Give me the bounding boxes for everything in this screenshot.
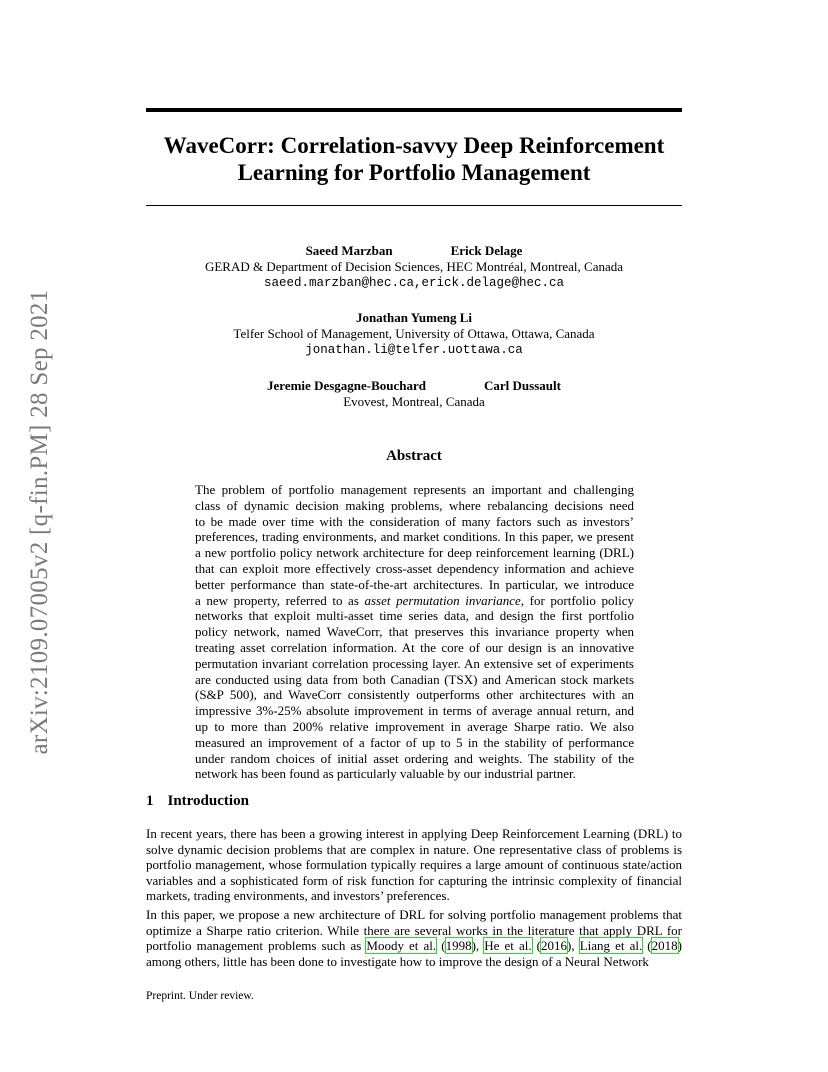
arxiv-identifier-stamp: arXiv:2109.07005v2 [q-fin.PM] 28 Sep 2021 bbox=[26, 289, 53, 755]
paragraph-line: optimize a Sharpe ratio criterion. While there are several works in the literature that apply DRL for bbox=[146, 922, 682, 938]
citation-year-link-he[interactable]: 2016 bbox=[541, 938, 568, 954]
author-name: Saeed Marzban bbox=[305, 243, 393, 258]
abstract-line: measured an improvement of a factor of up to 5 in the stability of performance bbox=[195, 734, 634, 750]
author-group-1 bbox=[146, 243, 682, 291]
abstract-line: policy network, named WaveCorr, that preserves this invariance property when bbox=[195, 624, 634, 640]
title-top-rule bbox=[146, 108, 682, 112]
paragraph-line: portfolio management problems such as Moody et al. (1998), He et al. (2016), Liang et al. (2018) bbox=[146, 938, 682, 954]
abstract-line: The problem of portfolio management represents an important and challenging bbox=[195, 482, 634, 497]
abstract-line: (S&P 500), and WaveCorr consistently outperforms other architectures with an bbox=[195, 687, 634, 703]
citation-year-link-moody[interactable]: 1998 bbox=[445, 938, 472, 954]
author-affiliation: Telfer School of Management, University of Ottawa, Ottawa, Canada bbox=[233, 326, 595, 341]
section-number: 1 bbox=[146, 793, 154, 809]
abstract-text: a new property, referred to as bbox=[195, 592, 365, 608]
abstract-heading: Abstract bbox=[386, 448, 442, 464]
author-name: Jeremie Desgagne-Bouchard bbox=[267, 378, 427, 393]
title-line: Learning for Portfolio Management bbox=[237, 160, 591, 185]
citation-link-liang[interactable]: Liang et al. bbox=[579, 938, 643, 954]
abstract-line: network has been found as particularly valuable by our industrial partner. bbox=[195, 766, 576, 782]
paragraph-line: among others, little has been done to investigate how to improve the design of a Neural Network bbox=[146, 953, 649, 969]
author-name: Erick Delage bbox=[450, 243, 523, 258]
citation-link-moody[interactable]: Moody et al. bbox=[366, 938, 437, 954]
paragraph-line: variables and a sophisticated form of risk function for capturing the intrinsic complexity of financial bbox=[146, 872, 682, 888]
abstract-text: , for portfolio policy bbox=[520, 592, 634, 608]
abstract-line: impressive 3%-25% absolute improvement in terms of average annual return, and bbox=[195, 703, 634, 719]
abstract-line: permutation invariant correlation processing layer. An extensive set of experiments bbox=[195, 655, 634, 671]
author-email[interactable]: jonathan.li@telfer.uottawa.ca bbox=[305, 343, 523, 357]
author-email[interactable]: saeed.marzban@hec.ca,erick.delage@hec.ca bbox=[263, 276, 565, 290]
title-bottom-rule bbox=[146, 205, 682, 206]
abstract-body bbox=[195, 482, 634, 782]
author-names bbox=[146, 378, 682, 394]
paragraph-line: solve dynamic decision problems that are complex in nature. One representative class of problems is bbox=[146, 841, 682, 857]
abstract-line: under random choices of initial asset ordering and weights. The stability of the bbox=[195, 750, 634, 766]
section-title: Introduction bbox=[167, 793, 249, 809]
author-affiliation: Evovest, Montreal, Canada bbox=[343, 394, 485, 409]
abstract-line: up to more than 200% relative improvement in average Sharpe ratio. We also bbox=[195, 718, 634, 734]
abstract-line: class of dynamic decision making problems, where rebalancing decisions need bbox=[195, 497, 634, 513]
citation-separator: ), bbox=[471, 938, 485, 954]
title-line: WaveCorr: Correlation-savvy Deep Reinforcement bbox=[163, 133, 665, 158]
author-name: Jonathan Yumeng Li bbox=[355, 310, 473, 325]
preprint-footer: Preprint. Under review. bbox=[146, 990, 254, 1002]
abstract-line: preferences, trading environments, and market conditions. In this paper, we present bbox=[195, 529, 634, 545]
author-names bbox=[146, 243, 682, 259]
paragraph-line: In this paper, we propose a new architecture of DRL for solving portfolio management problems that bbox=[146, 907, 682, 922]
intro-paragraph-2 bbox=[146, 907, 682, 969]
abstract-line: that can exploit more effectively cross-asset dependency information and achieve bbox=[195, 560, 634, 576]
section-heading-introduction bbox=[146, 792, 249, 810]
abstract-line: networks that exploit multi-asset time series data, and design the first portfolio bbox=[195, 608, 634, 624]
paragraph-line: In recent years, there has been a growing interest in applying Deep Reinforcement Learning (DRL) to bbox=[146, 826, 682, 841]
abstract-line: treating asset correlation information. At the core of our design is an innovative bbox=[195, 639, 634, 655]
paragraph-line: portfolio management, whose formulation typically requires a large amount of continuous state/action bbox=[146, 857, 682, 873]
abstract-line: better performance than state-of-the-art architectures. In particular, we introduce bbox=[195, 576, 634, 592]
author-group-2 bbox=[146, 310, 682, 358]
citation-link-he[interactable]: He et al. bbox=[484, 938, 532, 954]
author-group-3 bbox=[146, 378, 682, 410]
paragraph-line: markets, trading environments, and investors’ preferences. bbox=[146, 888, 450, 904]
citation-year-link-liang[interactable]: 2018 bbox=[651, 938, 678, 954]
paragraph-text: portfolio management problems such as bbox=[146, 938, 367, 954]
author-name: Carl Dussault bbox=[484, 378, 561, 393]
paper-title bbox=[146, 132, 682, 186]
abstract-emphasis: asset permutation invariance bbox=[364, 592, 521, 608]
intro-paragraph-1 bbox=[146, 826, 682, 904]
abstract-line: are conducted using data from both Canadian (TSX) and American stock markets bbox=[195, 671, 634, 687]
citation-separator: ), bbox=[567, 938, 580, 954]
abstract-line: a new portfolio policy network architecture for deep reinforcement learning (DRL) bbox=[195, 545, 634, 561]
abstract-line: to be made over time with the consideration of many factors such as investors’ bbox=[195, 513, 634, 529]
abstract-line bbox=[195, 593, 634, 609]
author-affiliation: GERAD & Department of Decision Sciences, HEC Montréal, Montreal, Canada bbox=[204, 259, 624, 274]
